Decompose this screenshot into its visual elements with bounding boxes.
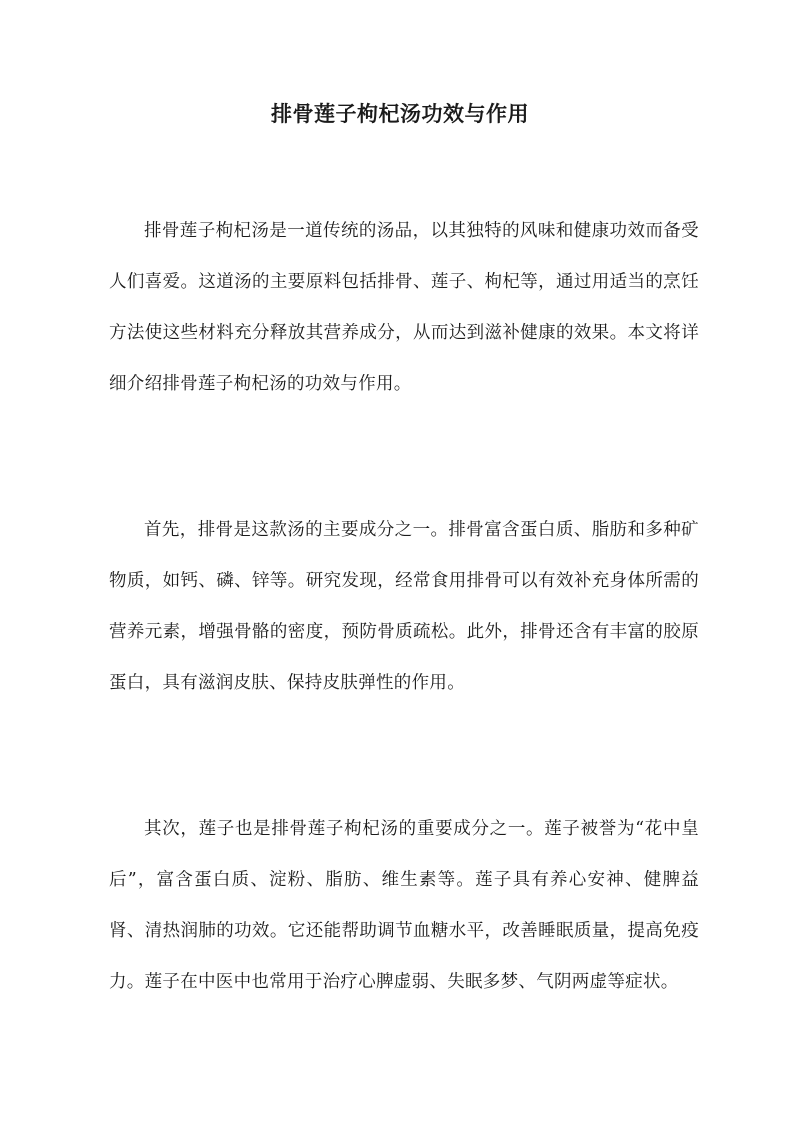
document-body (109, 206, 699, 1103)
paragraph-pork-ribs: 首先，排骨是这款汤的主要成分之一。排骨富含蛋白质、脂肪和多种矿物质，如钙、磷、锌等。研究发现，经常食用排骨可以有效补充身体所需的营养元素，增强骨骼的密度，预防骨质疏松。此外，排骨还含有丰富的胶原蛋白，具有滋润皮肤、保持皮肤弹性的作用。 (109, 520, 699, 693)
paragraph-lotus-seeds: 其次，莲子也是排骨莲子枸杞汤的重要成分之一。莲子被誉为“花中皇后”，富含蛋白质、淀粉、脂肪、维生素等。莲子具有养心安神、健脾益肾、清热润肺的功效。它还能帮助调节血糖水平，改善睡眠质量，提高免疫力。莲子在中医中也常用于治疗心脾虚弱、失眠多梦、气阴两虚等症状。 (109, 819, 699, 992)
paragraph-intro: 排骨莲子枸杞汤是一道传统的汤品，以其独特的风味和健康功效而备受人们喜爱。这道汤的主要原料包括排骨、莲子、枸杞等，通过用适当的烹饪方法使这些材料充分释放其营养成分，从而达到滋补健康的效果。本文将详细介绍排骨莲子枸杞汤的功效与作用。 (109, 221, 699, 394)
document-title: 排骨莲子枸杞汤功效与作用 (271, 101, 529, 126)
